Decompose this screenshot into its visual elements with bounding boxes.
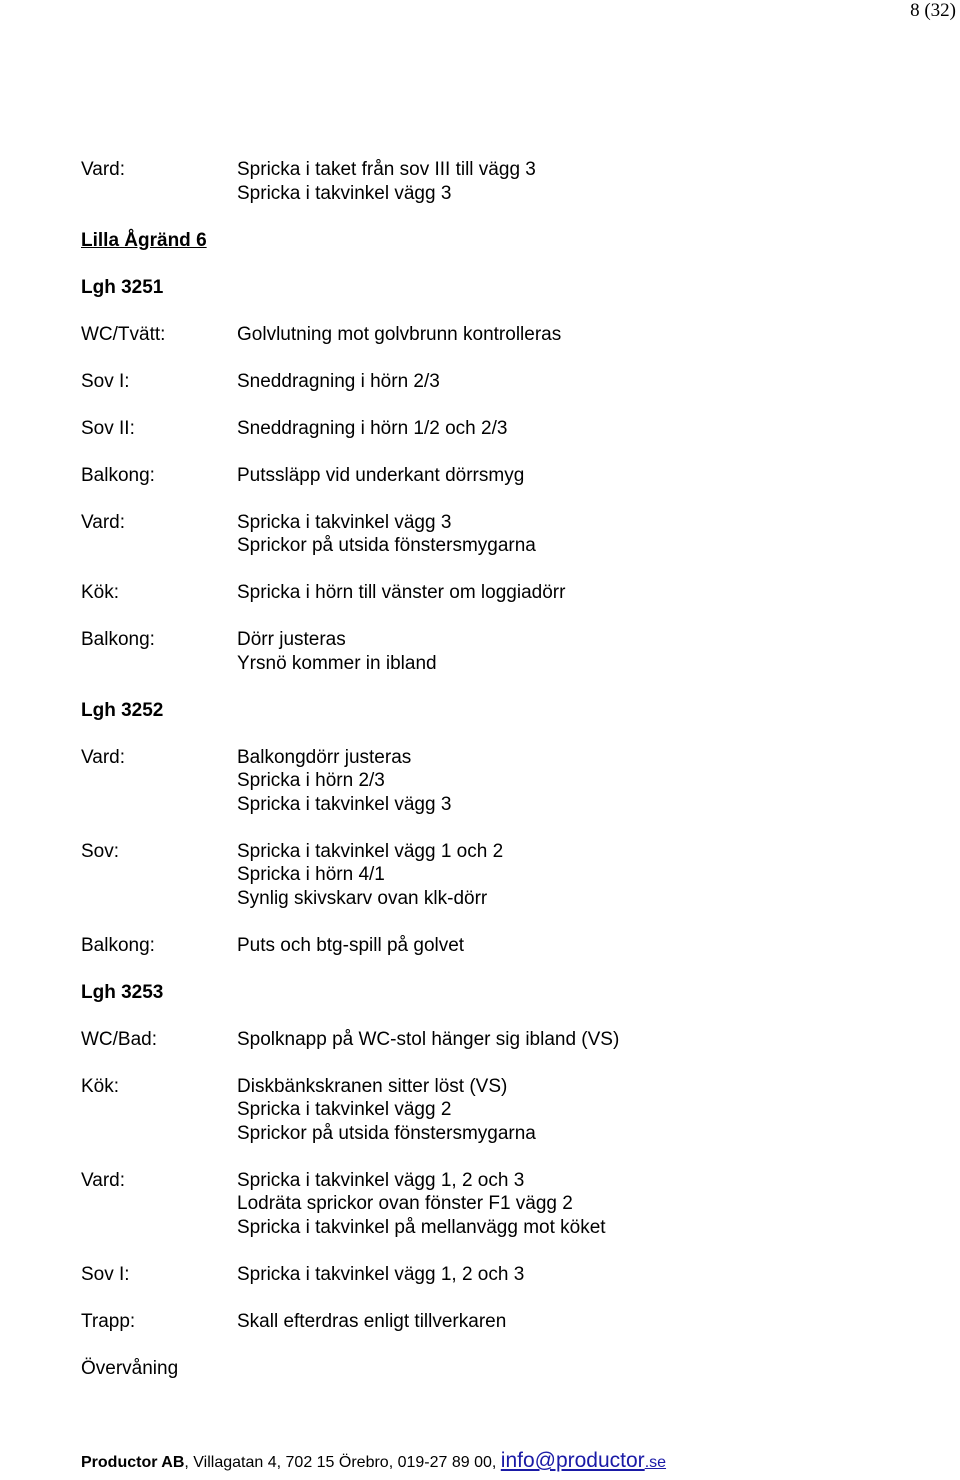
street-heading: Lilla Ågränd 6: [81, 229, 207, 251]
entry: [81, 1310, 941, 1334]
remark-line: Golvlutning mot golvbrunn kontrolleras: [237, 323, 562, 345]
remarks: [237, 934, 464, 958]
remark-line: Spricka i hörn till vänster om loggiadörr: [237, 582, 566, 603]
remark-line: Diskbänkskranen sitter löst (VS): [237, 1075, 508, 1097]
remark-line: Spricka i takvinkel vägg 3: [237, 511, 452, 533]
entry: [81, 1169, 941, 1240]
entry: [81, 840, 941, 911]
remarks: [237, 1075, 536, 1146]
room-label: Balkong:: [81, 934, 155, 956]
remark-line: Spricka i takvinkel vägg 3: [237, 793, 452, 815]
entry: [81, 1263, 941, 1287]
remark-line: Spricka i takvinkel vägg 3: [237, 182, 452, 204]
remarks: [237, 1169, 606, 1240]
remark-line: Spricka i hörn 4/1: [237, 864, 385, 885]
room-label: WC/Tvätt:: [81, 323, 166, 345]
remarks: [237, 158, 536, 205]
remarks: [237, 581, 565, 605]
entry: [81, 323, 941, 347]
room-label: Vard:: [81, 511, 126, 533]
room-label: Kök:: [81, 1075, 120, 1097]
room-label: Vard:: [81, 1169, 126, 1191]
footer-company: Productor AB: [81, 1454, 185, 1471]
remark-line: Spricka i takvinkel vägg 1, 2 och 3: [237, 1169, 525, 1191]
entry: [81, 511, 941, 558]
document-body: [81, 158, 941, 1380]
remark-line: Puts och btg-spill på golvet: [237, 934, 465, 956]
entry: [81, 370, 941, 394]
entry: [81, 1028, 941, 1052]
remark-line: Spolknapp på WC-stol hänger sig ibland (VS): [237, 1028, 620, 1050]
entry-top-vard: [81, 158, 941, 205]
remarks: [237, 1310, 506, 1334]
footer-address: , Villagatan 4, 702 15 Örebro, 019-27 89 00,: [184, 1454, 501, 1471]
room-label: Sov I:: [81, 1263, 130, 1285]
page-number: 8 (32): [910, 0, 956, 21]
upper-floor-heading: Övervåning: [81, 1357, 179, 1379]
room-label: Balkong:: [81, 464, 155, 486]
remark-line: Sneddragning i hörn 2/3: [237, 370, 440, 392]
room-label: Vard:: [81, 159, 126, 180]
remark-line: Spricka i takvinkel vägg 1 och 2: [237, 840, 504, 862]
remark-line: Spricka i taket från sov III till vägg 3: [237, 159, 536, 180]
apartment-heading-3251: Lgh 3251: [81, 276, 164, 298]
page-footer: [81, 1450, 666, 1474]
remark-line: Spricka i takvinkel på mellanvägg mot köket: [237, 1216, 606, 1238]
remarks: [237, 1028, 619, 1052]
entry: [81, 628, 941, 675]
room-label: Kök:: [81, 582, 120, 603]
entry: [81, 581, 941, 605]
remark-line: Sneddragning i hörn 1/2 och 2/3: [237, 417, 508, 439]
entry: [81, 1075, 941, 1146]
remark-line: Spricka i hörn 2/3: [237, 770, 385, 791]
remark-line: Skall efterdras enligt tillverkaren: [237, 1310, 507, 1332]
entry: [81, 746, 941, 817]
entry: [81, 417, 941, 441]
remark-line: Spricka i takvinkel vägg 1, 2 och 3: [237, 1263, 525, 1285]
room-label: WC/Bad:: [81, 1028, 158, 1050]
remark-line: Yrsnö kommer in ibland: [237, 652, 437, 674]
remarks: [237, 840, 503, 911]
apartment-heading-3252: Lgh 3252: [81, 699, 164, 721]
remarks: [237, 464, 524, 488]
remarks: [237, 323, 561, 347]
remarks: [237, 628, 437, 675]
room-label: Vard:: [81, 746, 126, 768]
remarks: [237, 511, 536, 558]
entry: [81, 464, 941, 488]
room-label: Balkong:: [81, 629, 155, 650]
remarks: [237, 746, 451, 817]
room-label: Sov:: [81, 840, 120, 862]
footer-email-link[interactable]: info@productor: [500, 1449, 645, 1472]
remark-line: Spricka i takvinkel vägg 2: [237, 1099, 452, 1120]
remark-line: Lodräta sprickor ovan fönster F1 vägg 2: [237, 1193, 573, 1214]
remark-line: Dörr justeras: [237, 629, 346, 650]
remark-line: Sprickor på utsida fönstersmygarna: [237, 1122, 536, 1144]
remark-line: Sprickor på utsida fönstersmygarna: [237, 535, 536, 556]
apartment-heading-3253: Lgh 3253: [81, 981, 164, 1003]
remark-line: Balkongdörr justeras: [237, 746, 412, 768]
remarks: [237, 370, 440, 394]
remark-line: Synlig skivskarv ovan klk-dörr: [237, 887, 488, 909]
room-label: Sov II:: [81, 417, 135, 439]
room-label: Trapp:: [81, 1310, 136, 1332]
remarks: [237, 417, 507, 441]
remark-line: Putssläpp vid underkant dörrsmyg: [237, 464, 525, 486]
room-label: Sov I:: [81, 370, 130, 392]
entry: [81, 934, 941, 958]
footer-email-tld[interactable]: .se: [644, 1454, 667, 1471]
remarks: [237, 1263, 524, 1287]
